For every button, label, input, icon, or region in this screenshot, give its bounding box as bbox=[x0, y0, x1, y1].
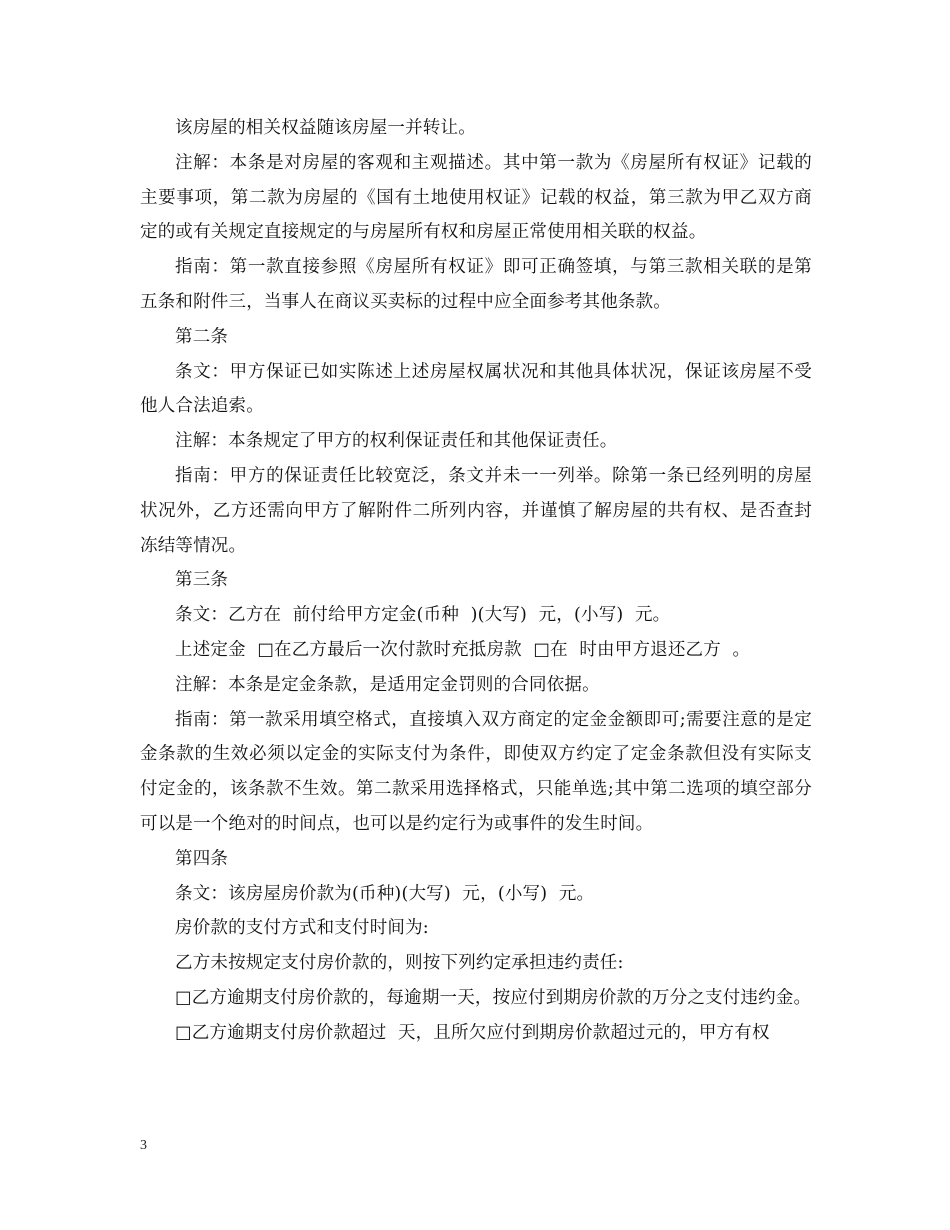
paragraph: 条文：乙方在 前付给甲方定金(币种 )(大写) 元，(小写) 元。 bbox=[175, 605, 671, 626]
paragraph: 条文：该房屋房价款为(币种)(大写) 元，(小写) 元。 bbox=[175, 883, 595, 904]
paragraph: 房价款的支付方式和支付时间为: bbox=[175, 918, 429, 939]
section-heading: 第四条 bbox=[175, 848, 229, 869]
page-number: 3 bbox=[140, 1138, 147, 1153]
paragraph: □乙方逾期支付房价款超过 天，且所欠应付到期房价款超过元的，甲方有权 bbox=[175, 1022, 770, 1043]
paragraph: 注解：本条是对房屋的客观和主观描述。其中第一款为《房屋所有权证》记载的主要事项，第二款为房屋的《国有土地使用权证》记载的权益，第三款为甲乙双方商定的或有关规定直接规定的与房屋所有权和房屋正常使用相关联的权益。 bbox=[140, 152, 812, 243]
paragraph: 乙方未按规定支付房价款的，则按下列约定承担违约责任: bbox=[175, 953, 624, 974]
paragraph: 注解：本条规定了甲方的权利保证责任和其他保证责任。 bbox=[175, 431, 618, 452]
paragraph: 指南：第一款采用填空格式，直接填入双方商定的定金金额即可;需要注意的是定金条款的生效必须以定金的实际支付为条件，即使双方约定了定金条款但没有实际支付定金的，该条款不生效。第二款采用选择格式，只能单选;其中第二选项的填空部分可以是一个绝对的时间点，也可以是约定行为或事件的发生时间。 bbox=[140, 709, 812, 834]
paragraph: 该房屋的相关权益随该房屋一并转让。 bbox=[175, 118, 476, 138]
paragraph: 注解：本条是定金条款，是适用定金罚则的合同依据。 bbox=[175, 674, 600, 695]
paragraph: 指南：甲方的保证责任比较宽泛，条文并未一一列举。除第一条已经列明的房屋状况外，乙方还需向甲方了解附件二所列内容，并谨慎了解房屋的共有权、是否查封冻结等情况。 bbox=[140, 465, 812, 556]
section-heading: 第三条 bbox=[175, 570, 229, 591]
paragraph: 上述定金 □在乙方最后一次付款时充抵房款 □在 时由甲方退还乙方 。 bbox=[175, 639, 751, 660]
document-body bbox=[140, 111, 812, 1051]
section-heading: 第二条 bbox=[175, 326, 229, 347]
paragraph: □乙方逾期支付房价款的，每逾期一天，按应付到期房价款的万分之支付违约金。 bbox=[175, 987, 812, 1008]
paragraph: 条文：甲方保证已如实陈述上述房屋权属状况和其他具体状况，保证该房屋不受他人合法追索。 bbox=[140, 361, 812, 417]
paragraph: 指南：第一款直接参照《房屋所有权证》即可正确签填，与第三款相关联的是第五条和附件三，当事人在商议买卖标的过程中应全面参考其他条款。 bbox=[140, 257, 812, 312]
